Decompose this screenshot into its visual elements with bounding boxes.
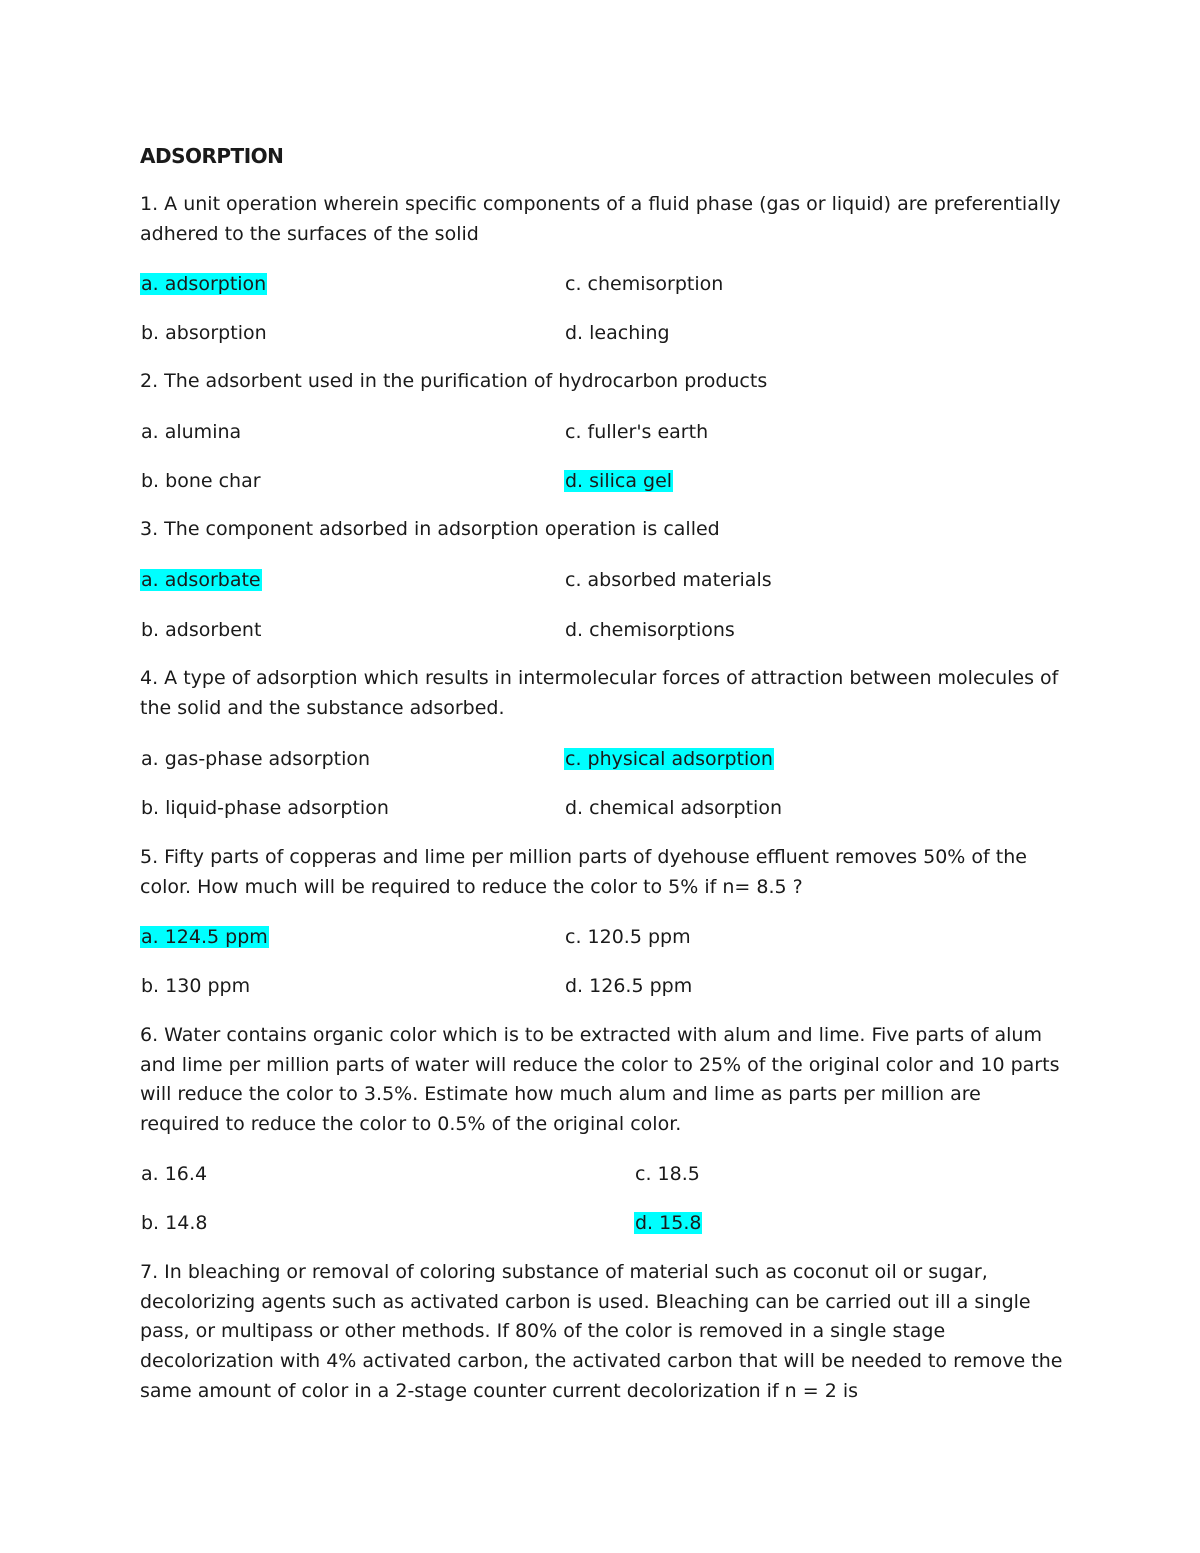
question-2-option-b: b. bone char: [141, 470, 261, 492]
question-3-option-d: d. chemisorptions: [565, 619, 735, 641]
question-1-option-b: b. absorption: [141, 322, 267, 344]
question-3-option-b: b. adsorbent: [141, 619, 262, 641]
question-5-text: 5. Fifty parts of copperas and lime per million parts of dyehouse effluent removes 50% of the color. How much will be required to reduce the color to 5% if n= 8.5 ?: [140, 846, 1027, 898]
question-6-option-d: d. 15.8: [635, 1212, 702, 1234]
question-2-option-d: d. silica gel: [565, 470, 673, 492]
question-4-text: 4. A type of adsorption which results in intermolecular forces of attraction between molecules of the solid and the substance adsorbed.: [140, 667, 1059, 719]
question-4-option-c: c. physical adsorption: [565, 748, 773, 770]
question-1-text: 1. A unit operation wherein specific components of a fluid phase (gas or liquid) are preferentially adhered to the surfaces of the solid: [140, 193, 1061, 245]
question-5-option-b: b. 130 ppm: [141, 975, 251, 997]
question-1-option-d: d. leaching: [565, 322, 670, 344]
question-6-option-c: c. 18.5: [635, 1163, 700, 1185]
question-6-text: 6. Water contains organic color which is to be extracted with alum and lime. Five parts of alum and lime per million parts of water will reduce the color to 25% of the original color and 10 parts will reduce the color to 3.5%. Estimate how much alum and lime as parts per million are required to reduce the color to 0.5% of the original color.: [140, 1024, 1060, 1136]
question-2-option-c: c. fuller's earth: [565, 421, 709, 443]
question-5-option-a: a. 124.5 ppm: [141, 926, 268, 948]
question-5-option-d: d. 126.5 ppm: [565, 975, 693, 997]
question-2-option-a: a. alumina: [141, 421, 242, 443]
question-1-option-c: c. chemisorption: [565, 273, 724, 295]
question-6-option-a: a. 16.4: [141, 1163, 208, 1185]
page-title: ADSORPTION: [140, 144, 284, 168]
question-3-option-a: a. adsorbate: [141, 569, 261, 591]
question-6-option-b: b. 14.8: [141, 1212, 208, 1234]
question-2-text: 2. The adsorbent used in the purification of hydrocarbon products: [140, 370, 768, 392]
question-7-text: 7. In bleaching or removal of coloring substance of material such as coconut oil or sugar, decolorizing agents such as activated carbon is used. Bleaching can be carried out ill a single pass, or multipass or other methods. If 80% of the color is removed in a single stage decolorization with 4% activated carbon, the activated carbon that will be needed to remove the same amount of color in a 2-stage counter current decolorization if n = 2 is: [140, 1261, 1063, 1402]
question-4-option-a: a. gas-phase adsorption: [141, 748, 371, 770]
question-3-text: 3. The component adsorbed in adsorption operation is called: [140, 518, 720, 540]
question-3-option-c: c. absorbed materials: [565, 569, 772, 591]
question-5-option-c: c. 120.5 ppm: [565, 926, 691, 948]
question-4-option-b: b. liquid-phase adsorption: [141, 797, 389, 819]
question-1-option-a: a. adsorption: [141, 273, 267, 295]
question-4-option-d: d. chemical adsorption: [565, 797, 783, 819]
